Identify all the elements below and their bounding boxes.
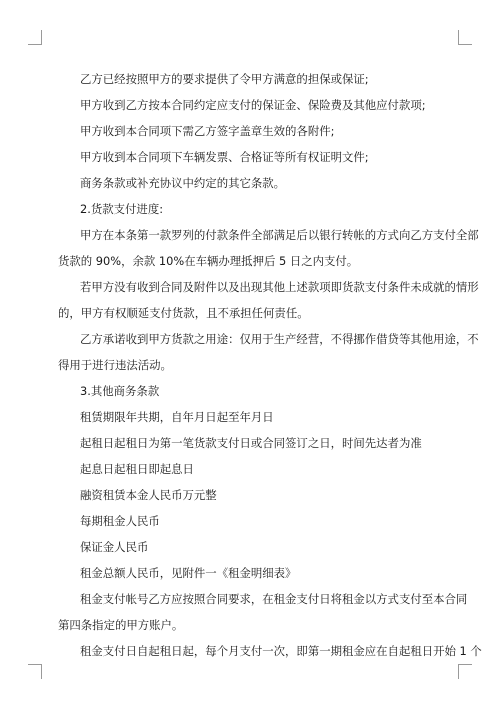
- text-line: 商务条款或补充协议中约定的其它条款。: [80, 176, 286, 190]
- text-line: 保证金人民币: [80, 540, 149, 554]
- text-line: 乙方已经按照甲方的要求提供了令甲方满意的担保或保证;: [80, 72, 369, 86]
- text-line: 甲方收到本合同项下需乙方签字盖章生效的各附件;: [80, 124, 335, 138]
- text-line: 融资租赁本金人民币万元整: [80, 488, 217, 502]
- text-line: 货款的 90%，余款 10%在车辆办理抵押后 5 日之内支付。: [58, 254, 359, 268]
- text-line: 若甲方没有收到合同及附件以及出现其他上述款项即货款支付条件未成就的情形: [80, 280, 479, 294]
- text-line: 租金支付帐号乙方应按照合同要求，在租金支付日将租金以方式支付至本合同: [80, 592, 468, 606]
- text-line: 起租日起租日为第一笔货款支付日或合同签订之日，时间先达者为准: [80, 436, 422, 450]
- text-line: 租金支付日自起租日起，每个月支付一次，即第一期租金应在自起租日开始 1 个: [80, 644, 482, 658]
- page-corner-mark-top-right: [458, 30, 472, 45]
- text-line: 租金总额人民币，见附件一《租金明细表》: [80, 566, 297, 580]
- page-corner-mark-bottom-right: [458, 664, 472, 679]
- page-corner-mark-bottom-left: [28, 664, 42, 679]
- text-line: 第四条指定的甲方账户。: [58, 618, 184, 632]
- text-line: 起息日起租日即起息日: [80, 462, 194, 476]
- page-corner-mark-top-left: [28, 30, 42, 45]
- text-line: 租赁期限年共期，自年月日起至年月日: [80, 410, 274, 424]
- text-line: 甲方收到乙方按本合同约定应支付的保证金、保险费及其他应付款项;: [80, 98, 426, 112]
- text-line: 甲方在本条第一款罗列的付款条件全部满足后以银行转帐的方式向乙方支付全部: [80, 228, 479, 242]
- text-line: 甲方收到本合同项下车辆发票、合格证等所有权证明文件;: [80, 150, 369, 164]
- text-line: 每期租金人民币: [80, 514, 160, 528]
- text-line: 的，甲方有权顺延支付货款，且不承担任何责任。: [58, 306, 309, 320]
- text-line: 乙方承诺收到甲方货款之用途：仅用于生产经营，不得挪作借贷等其他用途，不: [80, 332, 479, 346]
- text-line: 得用于进行违法活动。: [58, 358, 172, 372]
- section-heading: 2.货款支付进度:: [80, 202, 164, 216]
- section-heading: 3.其他商务条款: [80, 384, 160, 398]
